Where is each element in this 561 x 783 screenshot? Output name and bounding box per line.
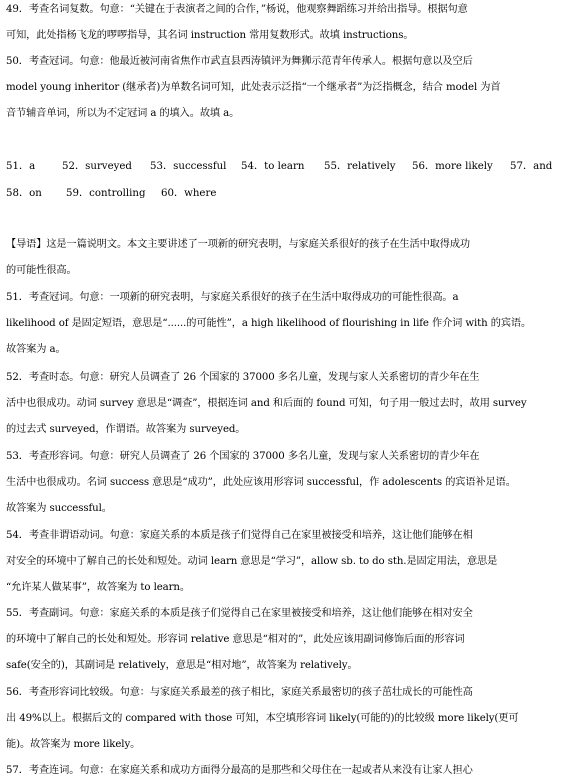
intro-line: 【导语】这是一篇说明文。本文主要讲述了一项新的研究表明，与家庭关系很好的孩子在生活中取得成功	[6, 239, 471, 250]
text-line: 57．考查连词。句意：在家庭关系和成功方面得分最高的是那些和父母住在一起或者从来没有让家人担心	[6, 765, 473, 776]
text-line: 对安全的环境中了解自己的长处和短处。动词 learn 意思是“学习”，allow sb. to do sth.是固定用法，意思是	[6, 556, 498, 567]
text-line: 活中也很成功。动词 survey 意思是“调查”，根据连词 and 和后面的 found 可知，句子用一般过去时，故用 survey	[6, 398, 527, 409]
text-line: 故答案为 a。	[6, 344, 66, 355]
answer-item: 53．successful	[150, 161, 227, 172]
text-line: 可知，此处指杨飞龙的啰啰指导，其名词 instruction 常用复数形式。故填 instructions。	[6, 30, 414, 41]
answer-item: 58．on	[6, 188, 42, 199]
answer-key-row	[6, 160, 554, 174]
text-line: 53．考查形容词。句意：研究人员调查了 26 个国家的 37000 多名儿童，发现与家人关系密切的青少年在	[6, 451, 480, 462]
text-line: “允许某人做某事”，故答案为 to learn。	[6, 582, 190, 593]
answer-item: 60．where	[161, 188, 217, 199]
answer-item: 54．to learn	[241, 161, 305, 172]
answer-item: 57．and	[510, 161, 553, 172]
text-line: 的过去式 surveyed，作谓语。故答案为 surveyed。	[6, 424, 246, 435]
text-line: model young inheritor (继承者)为单数名词可知，此处表示泛指“一个继承者”为泛指概念，结合 model 为首	[6, 82, 501, 93]
text-line: 54．考查非谓语动词。句意：家庭关系的本质是孩子们觉得自己在家里被接受和培养，这让他们能够在相	[6, 530, 473, 541]
text-line: 的环境中了解自己的长处和短处。形容词 relative 意思是“相对的”，此处应该用副词修饰后面的形容词	[6, 634, 465, 645]
text-line: 生活中也很成功。名词 success 意思是“成功”，此处应该用形容词 successful，作 adolescents 的宾语补足语。	[6, 477, 516, 488]
text-line: 49．考查名词复数。句意：“关键在于表演者之间的合作，”杨说，他观察舞蹈练习并给出指导。根据句意	[6, 4, 468, 15]
text-line: safe(安全的)，其副词是 relatively，意思是“相对地”，故答案为 relatively。	[6, 660, 358, 671]
text-line: 能)。故答案为 more likely。	[6, 739, 141, 750]
text-line: likelihood of 是固定短语，意思是“......的可能性”，a high likelihood of flourishing in life 作介词 with 的宾语。	[6, 318, 532, 329]
text-line: 55．考查副词。句意：家庭关系的本质是孩子们觉得自己在家里被接受和培养，这让他们能够在相对安全	[6, 608, 473, 619]
intro-line: 的可能性很高。	[6, 265, 77, 276]
answer-item: 51．a	[6, 161, 36, 172]
text-line: 52．考查时态。句意：研究人员调查了 26 个国家的 37000 多名儿童，发现与家人关系密切的青少年在生	[6, 372, 480, 383]
answer-item: 52．surveyed	[62, 161, 132, 172]
answer-key-row	[6, 187, 554, 201]
text-line: 56．考查形容词比较级。句意：与家庭关系最差的孩子相比，家庭关系最密切的孩子茁壮成长的可能性高	[6, 687, 473, 698]
text-line: 音节辅音单词，所以为不定冠词 a 的填入。故填 a。	[6, 108, 240, 119]
text-line: 故答案为 successful。	[6, 503, 112, 514]
answer-item: 55．relatively	[324, 161, 396, 172]
text-line: 51．考查冠词。句意：一项新的研究表明，与家庭关系很好的孩子在生活中取得成功的可能性很高。a	[6, 292, 459, 303]
answer-item: 59．controlling	[66, 188, 146, 199]
text-line: 出 49%以上。根据后文的 compared with those 可知，本空填形容词 likely(可能的)的比较级 more likely(更可	[6, 713, 519, 724]
answer-item: 56．more likely	[412, 161, 493, 172]
text-line: 50．考查冠词。句意：他最近被河南省焦作市武直县西涛镇评为舞狮示范青年传承人。根据句意以及空后	[6, 56, 473, 67]
